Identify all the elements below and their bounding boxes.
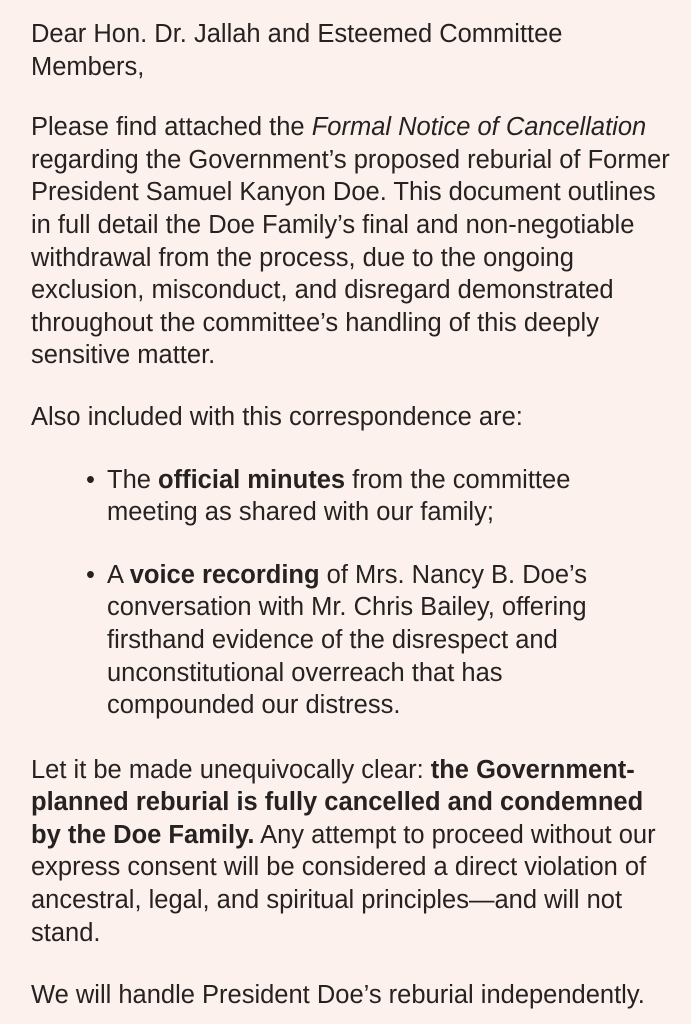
paragraph-attachment-notice xyxy=(31,111,671,372)
text-segment: Any attempt to proceed without our express consent will be considered a direct violation of ancestral, legal, and spiritual principles—and will not stand. xyxy=(31,820,656,947)
text-segment: of Mrs. Nancy B. Doe’s conversation with Mr. Chris Bailey, offering firsthand evidence of the disrespect and unconstitutional overreach that has compounded our distress. xyxy=(107,560,587,720)
list-item-recording xyxy=(86,559,607,722)
bold-phrase: official minutes xyxy=(158,465,346,494)
document-title-italic: Formal Notice of Cancellation xyxy=(311,113,647,142)
text-segment: from the committee meeting as shared with our family; xyxy=(107,465,571,527)
greeting: Dear Hon. Dr. Jallah and Esteemed Committee Members, xyxy=(31,20,563,81)
list-item-minutes xyxy=(86,464,607,529)
bold-statement: the Government-planned reburial is fully cancelled and condemned by the Doe Family. xyxy=(31,755,644,849)
paragraph-cancellation-statement xyxy=(31,754,671,950)
paragraph-independent-reburial: We will handle President Doe’s reburial independently. xyxy=(31,981,645,1010)
bold-phrase: voice recording xyxy=(129,560,320,589)
bullet-icon: • xyxy=(86,465,95,494)
text-segment: A xyxy=(107,560,130,589)
text-segment: Let it be made unequivocally clear: xyxy=(31,755,431,784)
attachments-list xyxy=(31,464,671,722)
letter-body xyxy=(31,18,671,1012)
bullet-icon: • xyxy=(86,560,95,589)
text-segment: Please find attached the xyxy=(31,113,312,142)
paragraph-also-included: Also included with this correspondence are: xyxy=(31,402,523,431)
text-segment: regarding the Government’s proposed reburial of Former President Samuel Kanyon Doe. This document outlines in full detail the Doe Family’s final and non-negotiable withdrawal from the process, due to the ongoing exclusion, misconduct, and disregard demonstrated throughout the committee’s handling of this deeply sensitive matter. xyxy=(31,145,670,370)
text-segment: The xyxy=(107,465,159,494)
